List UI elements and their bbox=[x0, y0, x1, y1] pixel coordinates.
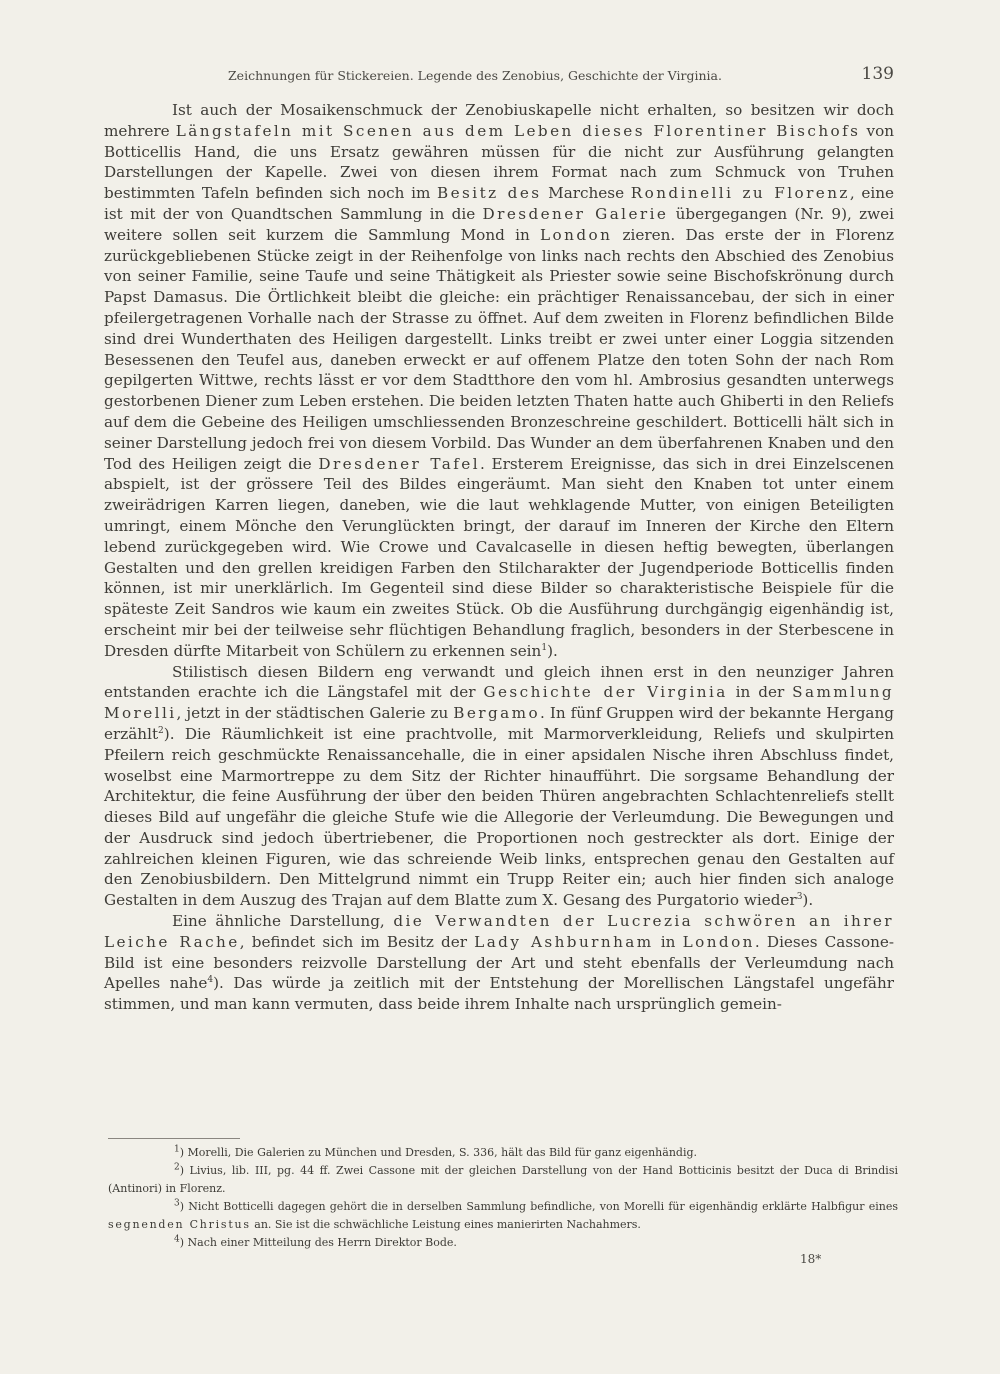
footnote-text: ) Livius, lib. III, pg. 44 ff. Zwei Cassone mit der gleichen Darstellung von der Hand Botticinis besitzt der Duca di Brindisi (Antinori) in Florenz. bbox=[108, 1164, 898, 1195]
footnote-ref: 2 bbox=[158, 725, 164, 736]
footnotes bbox=[108, 1144, 898, 1252]
paragraph-3 bbox=[104, 911, 894, 1015]
spaced-text: Längstafeln mit Scenen aus dem Leben dieses Florentiner Bischofs bbox=[175, 121, 861, 140]
spaced-text: Bergamo bbox=[453, 704, 541, 723]
footnote-mark: 2 bbox=[174, 1162, 180, 1173]
footnote-divider bbox=[108, 1138, 240, 1139]
spaced-text: Sammlung Morelli bbox=[104, 683, 895, 723]
running-title: Zeichnungen für Stickereien. Legende des Zenobius, Geschichte der Virginia. bbox=[228, 68, 722, 83]
text-run: Stilistisch diesen Bildern eng verwandt und gleich ihnen erst in den neunziger Jahren entstanden erachte ich die Längstafel mit der bbox=[104, 662, 894, 702]
footnote-text: an. Sie ist die schwächliche Leistung eines manierirten Nachahmers. bbox=[250, 1218, 641, 1231]
text-run: in bbox=[653, 932, 683, 951]
text-run: , eine ist mit der von Quandtschen Sammlung in die bbox=[104, 184, 894, 223]
spaced-text: segnenden Christus bbox=[108, 1218, 251, 1231]
spaced-text: London bbox=[540, 225, 613, 244]
text-run: zieren. Das erste der in Florenz zurückgebliebenen Stücke zeigt in der Reihenfolge von links nach rechts den Abschied des Zenobius von seiner Familie, seine Taufe und seine Thätigkeit als Priester sowie seine Bischofskrönung durch Papst Damasus. Die Örtlichkeit bleibt die gleiche: ein prächtiger Renaissancebau, der sich in einer pfeilergetragenen Vorhalle nach der Strasse zu öffnet. Auf dem zweiten in Florenz befindlichen Bilde sind drei Wunderthaten des Heiligen dargestellt. Links treibt er zwei unter einer Loggia sitzenden Besessenen den Teufel aus, daneben erweckt er auf offenem Platze den toten Sohn der nach Rom gepilgerten Wittwe, rechts lässt er vor dem Stadtthore den vom hl. Ambrosius gesandten unterwegs gestorbenen Diener zum Leben erstehen. Die beiden letzten Thaten hatte auch Ghiberti in den Reliefs auf dem die Gebeine des Heiligen umschliessenden Bronzeschreine geschildert. Botticelli hält sich in seiner Darstellung jedoch frei von diesem Vorbild. Das Wunder an dem überfahrenen Knaben und den Tod des Heiligen zeigt die bbox=[104, 225, 894, 473]
spaced-text: Lady Ashburnham bbox=[474, 932, 654, 951]
footnote-3 bbox=[108, 1198, 898, 1234]
page-number: 139 bbox=[861, 64, 894, 84]
footnote-2 bbox=[108, 1162, 898, 1198]
text-run: Ist auch der Mosaikenschmuck der Zenobiuskapelle nicht erhalten, so besitzen wir doch mehrere bbox=[104, 101, 894, 140]
footnote-mark: 3 bbox=[174, 1198, 180, 1209]
footnote-ref: 1 bbox=[541, 642, 548, 653]
spaced-text: Besitz des bbox=[437, 184, 542, 203]
footnote-text: ) Morelli, Die Galerien zu München und Dresden, S. 336, hält das Bild für ganz eigenhändig. bbox=[179, 1146, 697, 1159]
footnote-text: ) Nach einer Mitteilung des Herrn Direktor Bode. bbox=[179, 1236, 457, 1249]
text-run: . In fünf Gruppen wird der bekannte Hergang erzählt bbox=[104, 704, 894, 743]
footnote-ref: 4 bbox=[207, 975, 214, 986]
footnote-1 bbox=[108, 1144, 898, 1162]
spaced-text: Rondinelli zu Florenz bbox=[630, 184, 850, 203]
footnote-4 bbox=[108, 1234, 898, 1252]
text-run: Marchese bbox=[541, 184, 631, 203]
spaced-text: Geschichte der Virginia bbox=[483, 683, 728, 702]
spaced-text: Dresdener Galerie bbox=[482, 204, 669, 223]
spaced-text: die Verwandten der Lucrezia schwören an ihrer Leiche Rache bbox=[104, 912, 895, 951]
text-run: ). Die Räumlichkeit ist eine prachtvolle, mit Marmorverkleidung, Reliefs und skulpirten Pfeilern reich geschmückte Renaissancehalle, die in einer apsidalen Nische ihren Abschluss findet, woselbst eine Marmortreppe zu dem Sitz der Richter hinaufführt. Die sorgsame Behandlung der Architektur, die feine Ausführung der über den beiden Thüren angebrachten Schlachtenreliefs stellt dieses Bild auf ungefähr die gleiche Stufe wie die Allegorie der Verleumdung. Die Bewegungen und der Ausdruck sind jedoch übertriebener, die Proportionen noch gestreckter als dort. Einige der zahlreichen kleinen Figuren, wie das schreiende Weib links, entsprechen genau den Gestalten auf den Zenobiusbildern. Den Mittelgrund nimmt ein Trupp Reiter ein; auch hier finden sich analoge Gestalten in dem Auszug des Trajan auf dem Blatte zum X. Gesang des Purgatorio wieder bbox=[104, 724, 894, 910]
footnote-mark: 4 bbox=[174, 1234, 180, 1245]
text-run: Eine ähnliche Darstellung, bbox=[172, 912, 394, 931]
footnote-text: ) Nicht Botticelli dagegen gehört die in derselben Sammlung befindliche, von Morelli für eigenhändig erklärte Halbfigur eines bbox=[179, 1200, 898, 1213]
text-run: ). bbox=[802, 891, 814, 910]
body-text bbox=[104, 100, 894, 1015]
text-run: von Botticellis Hand, die uns Ersatz gewähren müssen für die nicht zur Ausführung gelangten Darstellungen der Kapelle. Zwei von diesen ihrem Format nach zum Schmuck von Truhen bestimmten Tafeln befinden sich noch im bbox=[104, 121, 894, 203]
text-run: . Ersterem Ereignisse, das sich in drei Einzelscenen abspielt, ist der grössere Teil des Bildes eingeräumt. Man sieht den Knaben tot unter einem zweirädrigen Karren liegen, daneben, wie die laut wehklagende Mutter, von einigen Beteiligten umringt, einem Mönche den Verunglückten bringt, der darauf im Inneren der Kirche den Eltern lebend zurückgegeben wird. Wie Crowe und Cavalcaselle in diesen heftig bewegten, überlangen Gestalten und den grellen kreidigen Farben den Stilcharakter der Jugendperiode Botticellis finden können, ist mir unerklärlich. Im Gegenteil sind diese Bilder so charakteristische Beispiele für die späteste Zeit Sandros wie kaum ein zweites Stück. Ob die Ausführung durchgängig eigenhändig ist, erscheint mir bei der teilweise sehr flüchtigen Behandlung fraglich, besonders in der Sterbescene in Dresden dürfte Mitarbeit von Schülern zu erkennen sein bbox=[104, 454, 894, 660]
paragraph-1 bbox=[104, 100, 894, 662]
text-run: . Dieses Cassone-Bild ist eine besonders reizvolle Darstellung der Art und steht ebenfalls der Verleumdung nach Apelles nahe bbox=[104, 932, 894, 993]
spaced-text: London bbox=[682, 932, 755, 951]
signature-mark: 18* bbox=[800, 1252, 822, 1266]
footnote-mark: 1 bbox=[174, 1144, 180, 1155]
text-run: , befindet sich im Besitz der bbox=[239, 932, 475, 951]
text-run: in der bbox=[727, 683, 793, 702]
running-head bbox=[104, 64, 894, 88]
footnote-ref: 3 bbox=[796, 892, 803, 903]
text-run: , jetzt in der städtischen Galerie zu bbox=[176, 704, 454, 723]
text-run: übergegangen (Nr. 9), zwei weitere sollen seit kurzem die Sammlung Mond in bbox=[104, 204, 894, 244]
text-run: ). Das würde ja zeitlich mit der Entstehung der Morellischen Längstafel ungefähr stimmen, und man kann vermuten, dass beide ihrem Inhalte nach ursprünglich gemein- bbox=[104, 974, 895, 1014]
text-run: ). bbox=[547, 641, 558, 660]
spaced-text: Dresdener Tafel bbox=[318, 454, 480, 473]
paragraph-2 bbox=[104, 662, 894, 912]
